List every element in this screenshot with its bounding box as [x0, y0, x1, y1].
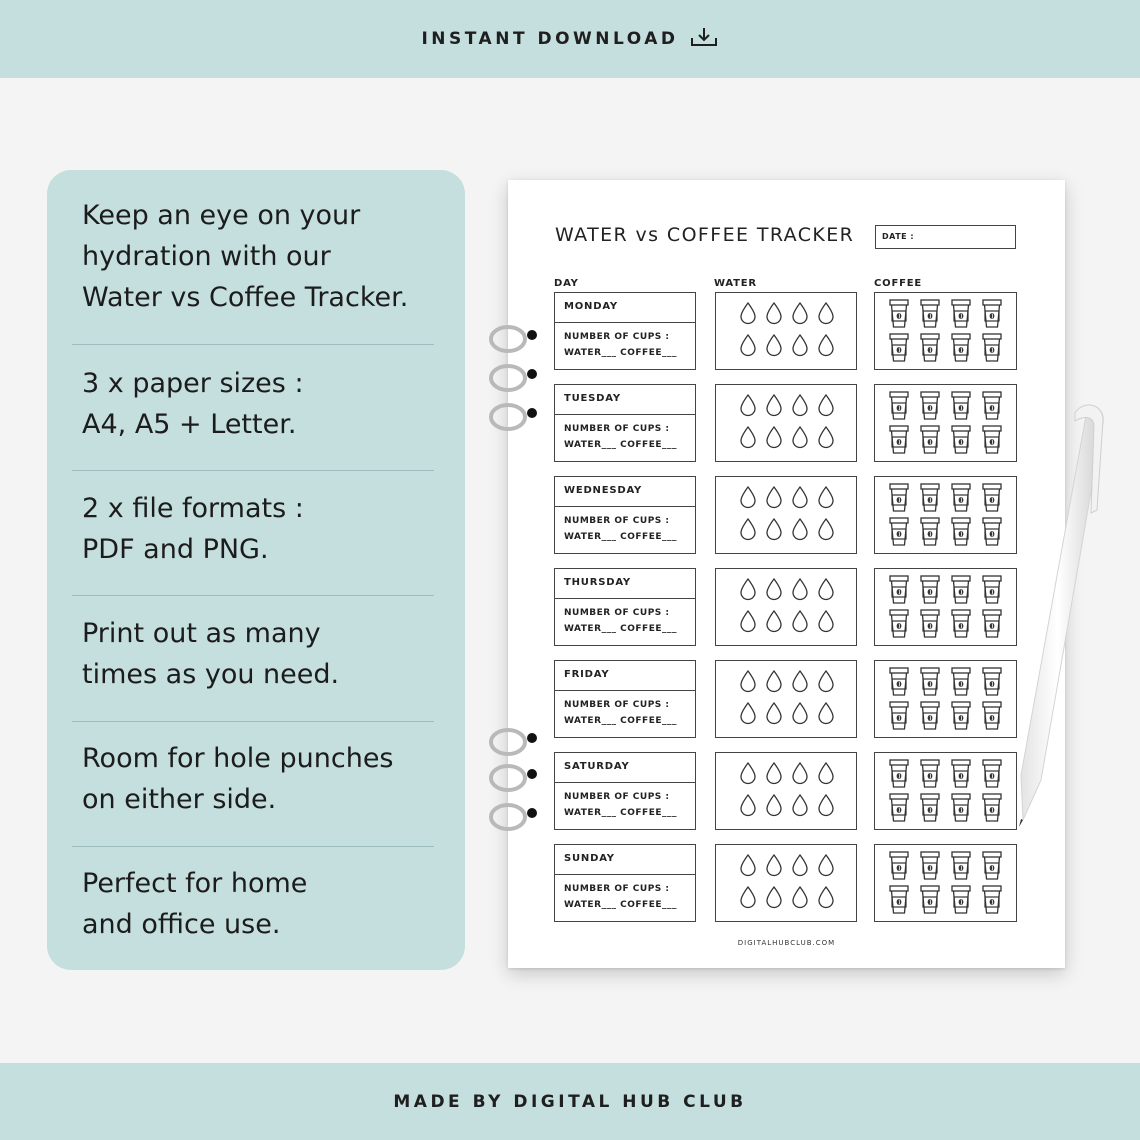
water-drop-icon	[793, 703, 807, 724]
day-box	[554, 292, 696, 370]
water-drop-icon	[741, 579, 755, 600]
coffee-cup-icon	[952, 794, 970, 821]
cups-line: WATER___ COFFEE___	[564, 624, 677, 634]
feature-line: Print out as many	[82, 618, 321, 649]
coffee-cup-icon	[952, 334, 970, 361]
instant-download-label: INSTANT DOWNLOAD	[421, 29, 679, 49]
coffee-cup-icon	[983, 702, 1001, 729]
coffee-cup-icon	[890, 794, 908, 821]
water-drop-icon	[819, 611, 833, 632]
coffee-cup-icon	[890, 518, 908, 545]
coffee-cup-icon	[921, 794, 939, 821]
day-name: TUESDAY	[564, 393, 621, 404]
water-drop-icon	[741, 519, 755, 540]
coffee-cup-icon	[983, 760, 1001, 787]
water-drop-icon	[767, 487, 781, 508]
feature-line: PDF and PNG.	[82, 534, 269, 565]
coffee-box	[874, 384, 1017, 462]
feature-line: Water vs Coffee Tracker.	[82, 282, 409, 313]
day-divider	[555, 414, 695, 415]
feature-line: 3 x paper sizes :	[82, 368, 304, 399]
water-drop-icon	[793, 303, 807, 324]
day-divider	[555, 874, 695, 875]
coffee-cup-icon	[983, 484, 1001, 511]
cups-line: WATER___ COFFEE___	[564, 808, 677, 818]
coffee-cup-icon	[921, 668, 939, 695]
coffee-cup-icon	[921, 576, 939, 603]
coffee-box	[874, 752, 1017, 830]
water-box	[715, 752, 857, 830]
coffee-cup-icon	[921, 702, 939, 729]
water-drop-icon	[819, 855, 833, 876]
coffee-cup-icon	[983, 886, 1001, 913]
water-drop-icon	[767, 519, 781, 540]
feature-line: Keep an eye on your	[82, 200, 361, 231]
pen-icon	[1005, 395, 1115, 835]
feature-item	[82, 863, 432, 945]
coffee-cup-icon	[952, 702, 970, 729]
water-drop-icon	[741, 887, 755, 908]
cups-label: NUMBER OF CUPS :	[564, 424, 670, 434]
water-drop-icon	[767, 887, 781, 908]
water-drop-icon	[819, 395, 833, 416]
cups-line: WATER___ COFFEE___	[564, 900, 677, 910]
tracker-sheet	[508, 180, 1065, 968]
coffee-cup-icon	[921, 518, 939, 545]
coffee-cup-icon	[983, 426, 1001, 453]
coffee-cup-icon	[983, 300, 1001, 327]
water-drop-icon	[793, 487, 807, 508]
feature-item	[82, 738, 432, 820]
water-box	[715, 476, 857, 554]
col-head-day: DAY	[554, 278, 579, 289]
water-drop-icon	[741, 703, 755, 724]
water-drop-icon	[767, 579, 781, 600]
cups-label: NUMBER OF CUPS :	[564, 516, 670, 526]
water-drop-icon	[819, 579, 833, 600]
day-divider	[555, 506, 695, 507]
feature-line: hydration with our	[82, 241, 331, 272]
water-drop-icon	[819, 427, 833, 448]
coffee-cup-icon	[890, 426, 908, 453]
day-divider	[555, 322, 695, 323]
feature-item	[82, 488, 432, 570]
water-drop-icon	[819, 519, 833, 540]
water-box	[715, 844, 857, 922]
water-box	[715, 292, 857, 370]
coffee-cup-icon	[890, 852, 908, 879]
water-drop-icon	[741, 335, 755, 356]
day-box	[554, 752, 696, 830]
coffee-cup-icon	[890, 668, 908, 695]
water-drop-icon	[793, 519, 807, 540]
water-drop-icon	[767, 671, 781, 692]
water-drop-icon	[793, 887, 807, 908]
day-box	[554, 476, 696, 554]
water-drop-icon	[741, 487, 755, 508]
top-banner	[0, 0, 1140, 78]
coffee-cup-icon	[921, 426, 939, 453]
coffee-cup-icon	[952, 886, 970, 913]
water-drop-icon	[767, 795, 781, 816]
day-box	[554, 568, 696, 646]
water-drop-icon	[819, 487, 833, 508]
coffee-cup-icon	[921, 610, 939, 637]
date-field: DATE :	[875, 225, 1016, 249]
water-drop-icon	[793, 579, 807, 600]
day-divider	[555, 782, 695, 783]
coffee-box	[874, 844, 1017, 922]
water-drop-icon	[819, 763, 833, 784]
water-drop-icon	[793, 335, 807, 356]
coffee-cup-icon	[983, 518, 1001, 545]
cups-label: NUMBER OF CUPS :	[564, 884, 670, 894]
coffee-cup-icon	[890, 610, 908, 637]
coffee-cup-icon	[983, 610, 1001, 637]
coffee-cup-icon	[983, 334, 1001, 361]
feature-item	[82, 195, 432, 318]
made-by-label: MADE BY DIGITAL HUB CLUB	[393, 1091, 747, 1112]
coffee-cup-icon	[921, 392, 939, 419]
water-drop-icon	[741, 795, 755, 816]
water-drop-icon	[793, 763, 807, 784]
day-divider	[555, 690, 695, 691]
feature-divider	[72, 470, 434, 471]
day-box	[554, 384, 696, 462]
day-box	[554, 660, 696, 738]
water-drop-icon	[741, 855, 755, 876]
footer-url: DIGITALHUBCLUB.COM	[737, 939, 836, 947]
feature-line: 2 x file formats :	[82, 493, 304, 524]
coffee-cup-icon	[921, 852, 939, 879]
coffee-cup-icon	[921, 760, 939, 787]
feature-line: times as you need.	[82, 659, 340, 690]
water-drop-icon	[741, 427, 755, 448]
coffee-cup-icon	[952, 668, 970, 695]
cups-label: NUMBER OF CUPS :	[564, 332, 670, 342]
water-drop-icon	[819, 335, 833, 356]
day-name: THURSDAY	[564, 577, 631, 588]
cups-line: WATER___ COFFEE___	[564, 348, 677, 358]
coffee-cup-icon	[952, 576, 970, 603]
binder-rings-bottom	[480, 722, 540, 837]
cups-label: NUMBER OF CUPS :	[564, 700, 670, 710]
feature-divider	[72, 595, 434, 596]
coffee-cup-icon	[890, 484, 908, 511]
water-drop-icon	[767, 611, 781, 632]
coffee-cup-icon	[890, 300, 908, 327]
feature-line: Room for hole punches	[82, 743, 394, 774]
coffee-cup-icon	[890, 760, 908, 787]
water-drop-icon	[819, 303, 833, 324]
coffee-cup-icon	[921, 484, 939, 511]
coffee-cup-icon	[952, 518, 970, 545]
coffee-cup-icon	[890, 334, 908, 361]
coffee-cup-icon	[983, 794, 1001, 821]
tracker-title: WATER vs COFFEE TRACKER	[555, 224, 855, 246]
bottom-banner	[0, 1063, 1140, 1140]
water-box	[715, 384, 857, 462]
coffee-cup-icon	[983, 668, 1001, 695]
water-drop-icon	[819, 671, 833, 692]
day-name: SUNDAY	[564, 853, 615, 864]
water-drop-icon	[793, 795, 807, 816]
coffee-box	[874, 292, 1017, 370]
coffee-cup-icon	[890, 576, 908, 603]
day-name: MONDAY	[564, 301, 618, 312]
download-icon	[689, 26, 719, 53]
water-drop-icon	[767, 703, 781, 724]
coffee-cup-icon	[952, 484, 970, 511]
water-drop-icon	[767, 855, 781, 876]
coffee-cup-icon	[952, 300, 970, 327]
coffee-cup-icon	[952, 760, 970, 787]
feature-line: on either side.	[82, 784, 277, 815]
coffee-cup-icon	[890, 702, 908, 729]
coffee-cup-icon	[921, 886, 939, 913]
water-drop-icon	[767, 335, 781, 356]
coffee-cup-icon	[921, 300, 939, 327]
feature-divider	[72, 721, 434, 722]
cups-label: NUMBER OF CUPS :	[564, 792, 670, 802]
water-drop-icon	[767, 395, 781, 416]
water-box	[715, 660, 857, 738]
coffee-cup-icon	[952, 852, 970, 879]
water-drop-icon	[741, 611, 755, 632]
water-drop-icon	[793, 611, 807, 632]
col-head-coffee: COFFEE	[874, 278, 922, 289]
day-divider	[555, 598, 695, 599]
water-drop-icon	[741, 303, 755, 324]
coffee-cup-icon	[983, 392, 1001, 419]
day-name: SATURDAY	[564, 761, 630, 772]
feature-divider	[72, 344, 434, 345]
day-name: FRIDAY	[564, 669, 610, 680]
feature-item	[82, 363, 432, 445]
feature-panel	[47, 170, 465, 970]
water-drop-icon	[767, 303, 781, 324]
water-drop-icon	[819, 795, 833, 816]
cups-label: NUMBER OF CUPS :	[564, 608, 670, 618]
water-drop-icon	[741, 763, 755, 784]
coffee-box	[874, 568, 1017, 646]
coffee-cup-icon	[952, 426, 970, 453]
cups-line: WATER___ COFFEE___	[564, 716, 677, 726]
coffee-box	[874, 660, 1017, 738]
water-box	[715, 568, 857, 646]
day-name: WEDNESDAY	[564, 485, 643, 496]
water-drop-icon	[741, 395, 755, 416]
water-drop-icon	[793, 855, 807, 876]
water-drop-icon	[819, 887, 833, 908]
coffee-box	[874, 476, 1017, 554]
coffee-cup-icon	[952, 392, 970, 419]
coffee-cup-icon	[921, 334, 939, 361]
day-box	[554, 844, 696, 922]
water-drop-icon	[767, 763, 781, 784]
feature-divider	[72, 846, 434, 847]
water-drop-icon	[741, 671, 755, 692]
binder-rings-top	[480, 322, 540, 432]
feature-line: and office use.	[82, 909, 281, 940]
coffee-cup-icon	[983, 852, 1001, 879]
col-head-water: WATER	[714, 278, 757, 289]
coffee-cup-icon	[983, 576, 1001, 603]
feature-line: A4, A5 + Letter.	[82, 409, 297, 440]
water-drop-icon	[793, 671, 807, 692]
cups-line: WATER___ COFFEE___	[564, 532, 677, 542]
coffee-cup-icon	[952, 610, 970, 637]
feature-item	[82, 613, 432, 695]
water-drop-icon	[793, 395, 807, 416]
cups-line: WATER___ COFFEE___	[564, 440, 677, 450]
feature-line: Perfect for home	[82, 868, 308, 899]
coffee-cup-icon	[890, 392, 908, 419]
water-drop-icon	[793, 427, 807, 448]
water-drop-icon	[767, 427, 781, 448]
coffee-cup-icon	[890, 886, 908, 913]
water-drop-icon	[819, 703, 833, 724]
